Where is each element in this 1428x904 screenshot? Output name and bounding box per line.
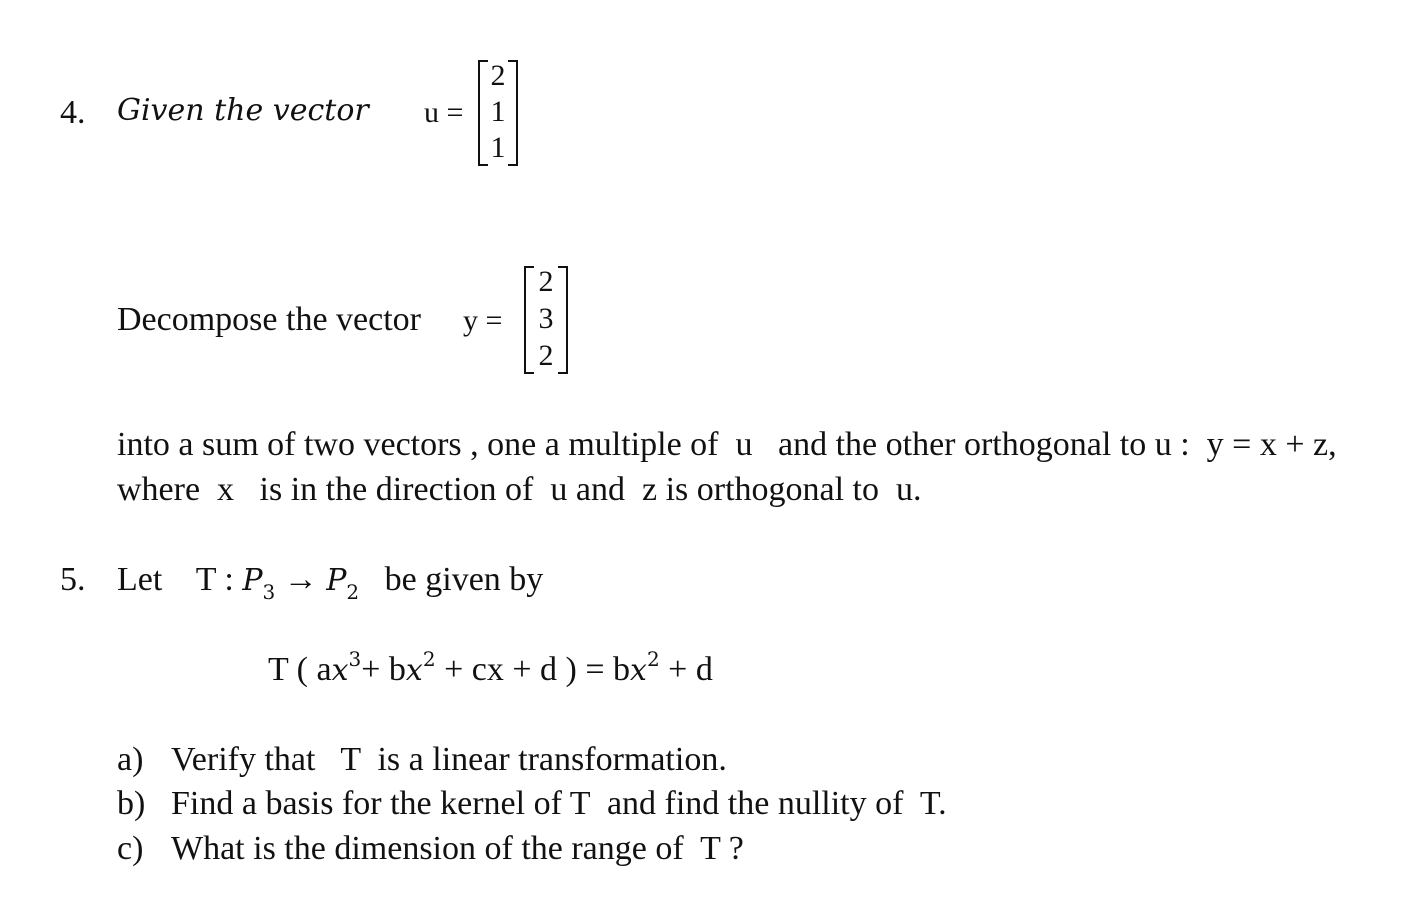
let-word: Let [117,561,163,598]
decompose-text: Decompose the vector [117,301,421,338]
eq-exp-3: 3 [348,647,362,671]
transformation-equation [268,647,713,693]
p3-subscript: 3 [262,580,276,604]
part-a-text: Verify that T is a linear transformation. [171,741,727,778]
vector-y-matrix [524,266,568,374]
part-c-label: c) [117,830,144,867]
eq-x-3: x [630,653,647,688]
y-entry-2: 3 [538,302,554,335]
part-c-text: What is the dimension of the range of T ? [171,830,744,867]
part-b-label: b) [117,785,146,822]
problem-4-intro: Given the vector [117,93,369,128]
arrow-symbol: → [283,561,318,598]
eq-tail: + d [668,651,713,688]
eq-plus-b: + b [361,651,406,688]
eq-x-2: x [405,653,423,688]
problem-4-line-2: where x is in the direction of u and z is orthogonal to u. [117,471,922,508]
eq-middle: + cx + d ) = b [444,651,631,688]
problem-4-line-1: into a sum of two vectors , one a multiple of u and the other orthogonal to u : y = x + z, [117,426,1337,463]
vector-u-matrix [478,60,518,166]
u-label: u = [424,96,464,129]
eq-exp-2b: 2 [646,647,660,671]
u-entry-2: 1 [490,95,506,128]
u-entry-3: 1 [490,131,506,164]
t-colon: T : [195,561,234,598]
problem-4-number: 4. [60,94,86,131]
p3-symbol: P [242,563,263,598]
p2-subscript: 2 [346,580,360,604]
part-b-text: Find a basis for the kernel of T and find the nullity of T. [171,785,947,822]
y-label: y = [463,304,503,337]
eq-lhs-open: T ( a [268,651,332,688]
be-given-by: be given by [384,561,544,598]
part-a-label: a) [117,741,144,778]
p2-symbol: P [326,563,347,598]
problem-5-number: 5. [60,561,86,598]
problem-5-header [117,560,543,603]
y-entry-1: 2 [538,265,554,298]
y-entry-3: 2 [538,339,554,372]
u-entry-1: 2 [490,59,506,92]
eq-x-1: x [331,653,349,688]
eq-exp-2: 2 [422,647,436,671]
